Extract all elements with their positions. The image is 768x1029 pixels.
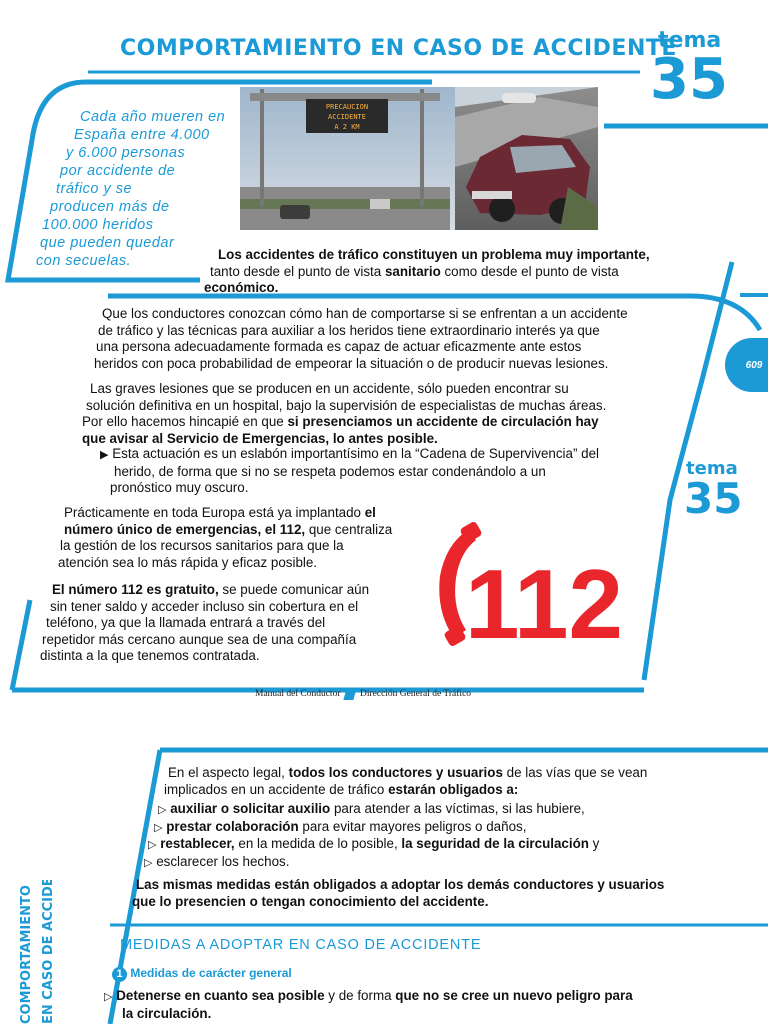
paragraph-same-measures: Las mismas medidas están obligados a adoptar los demás conductores y usuarios que lo presencien o tengan conocimiento del accidente. xyxy=(132,877,665,909)
accident-photo xyxy=(240,87,598,230)
tema-number: 35 xyxy=(650,47,728,112)
bullet-arrow-icon: ▶ xyxy=(100,449,109,461)
number-one-icon: 1 xyxy=(112,967,127,982)
paragraph-hospital: Las graves lesiones que se producen en un accidente, sólo pueden encontrar su solución definitiva en un hospital, bajo la supervisión de especialistas de muchas áreas. Por ello hacemos hincapié en que si presenciamos un accidente de circulación hay que avisar al Servicio de Emergencias, lo antes posible. xyxy=(82,381,607,446)
paragraph-112-europe: Prácticamente en toda Europa está ya implantado el número único de emergencias, el 112, que centraliza la gestión de los recursos sanitarios para que la atención sea lo más rápida y eficaz posible. xyxy=(58,505,393,570)
page-title: COMPORTAMIENTO EN CASO DE ACCIDENTE xyxy=(120,36,677,61)
sign-line-1: PRECAUCION xyxy=(325,103,369,111)
side-tema-number: 35 xyxy=(684,474,743,523)
obligations-list xyxy=(144,801,599,871)
triangle-bullet-icon: ▷ xyxy=(144,856,153,869)
triangle-bullet-icon: ▷ xyxy=(104,991,113,1003)
dgt-logo-icon xyxy=(344,688,357,700)
triangle-bullet-icon: ▷ xyxy=(154,821,163,834)
number-112: 112 xyxy=(464,549,622,659)
page-number: 609 xyxy=(725,338,768,392)
svg-text:EN CASO DE ACCIDENTE: EN CASO DE ACCIDENTE xyxy=(41,880,56,1024)
svg-text:COMPORTAMIENTO: COMPORTAMIENTO xyxy=(19,885,34,1024)
paragraph-importance: Los accidentes de tráfico constituyen un problema muy importante, tanto desde el punto de vista sanitario como desde el punto de vista económico. xyxy=(204,247,650,295)
measure-stop: ▷ Detenerse en cuanto sea posible y de forma que no se cree un nuevo peligro para la circulación. xyxy=(104,988,633,1021)
paragraph-training: Que los conductores conozcan cómo han de comportarse si se enfrentan a un accidente de tráfico y las técnicas para auxiliar a los heridos tiene extraordinario interés ya que una persona adecuadamente formada es capaz de actuar eficazmente ante estos heridos con poca probabilidad de empeorar la situación o de producir nuevas lesiones. xyxy=(94,306,628,371)
footer: Manual del Conductor Dirección General de Tráfico xyxy=(255,689,472,700)
paragraph-112-free: El número 112 es gratuito, se puede comunicar aún sin tener saldo y acceder incluso sin cobertura en el teléfono, ya que la llamada entrará a través del repetidor más cercano aunque sea de una compañía distinta a la que tenemos contratada. xyxy=(40,582,370,663)
sign-line-3: A 2 KM xyxy=(334,123,360,131)
emergency-112-graphic xyxy=(432,516,622,666)
list-item: ▷ auxiliar o solicitar auxilio para atender a las víctimas, si las hubiere, xyxy=(158,801,585,816)
subsection-heading: 1 Medidas de carácter general xyxy=(112,966,292,982)
triangle-bullet-icon: ▷ xyxy=(158,804,167,816)
sign-line-2: ACCIDENTE xyxy=(328,113,366,121)
list-item: ▷ prestar colaboración para evitar mayores peligros o daños, xyxy=(154,818,527,834)
vertical-chapter-label xyxy=(0,880,58,1024)
list-item: ▷ esclarecer los hechos. xyxy=(144,853,290,869)
tema-label: tema xyxy=(658,28,722,53)
list-item: ▷ restablecer, en la medida de lo posible, la seguridad de la circulación y xyxy=(148,836,600,851)
intro-text: Cada año mueren en España entre 4.000 y 6.000 personas por accidente de tráfico y se producen más de 100.000 heridos que pueden quedar con secuelas. xyxy=(36,109,226,269)
paragraph-legal: En el aspecto legal, todos los conductores y usuarios de las vías que se vean implicados en un accidente de tráfico estarán obligados a: xyxy=(164,765,648,797)
section-heading: MEDIDAS A ADOPTAR EN CASO DE ACCIDENTE xyxy=(120,937,482,953)
side-tema-label: tema xyxy=(686,458,738,479)
triangle-bullet-icon: ▷ xyxy=(148,839,157,851)
paragraph-chain: ▶ Esta actuación es un eslabón importantísimo en la “Cadena de Supervivencia” del herido, de forma que si no se respeta podemos estar condenándolo a un pronóstico muy oscuro. xyxy=(100,446,600,495)
